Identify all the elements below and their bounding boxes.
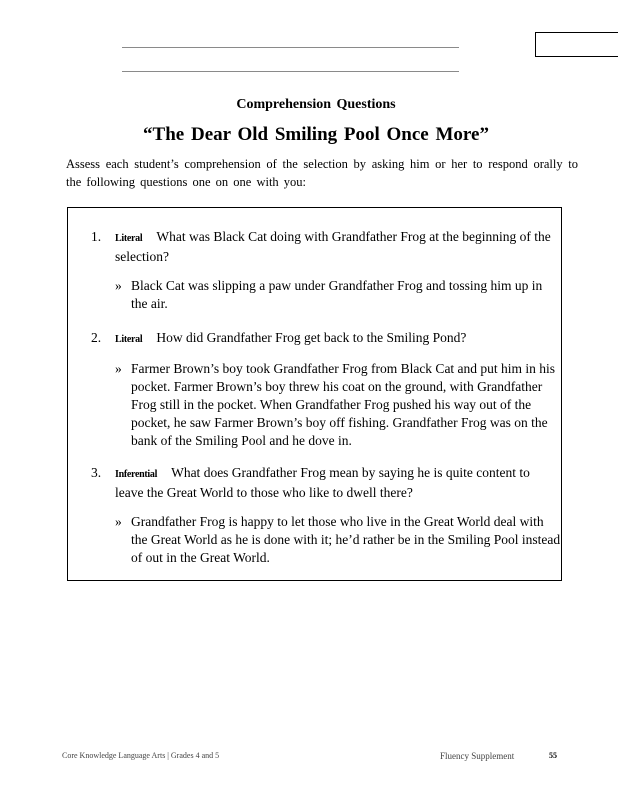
question-text: What was Black Cat doing with Grandfather Frog at the beginning of the selection? [115, 229, 551, 264]
selection-title: “The Dear Old Smiling Pool Once More” [143, 124, 489, 145]
answer-marker-icon: » [115, 278, 122, 293]
answer [115, 360, 561, 450]
question-item [91, 329, 556, 450]
question-label: Literal [115, 334, 143, 345]
question-text-block [115, 329, 551, 349]
page-number: 55 [549, 751, 557, 760]
corner-box [535, 32, 618, 57]
question-box [67, 207, 562, 581]
answer-text: Farmer Brown’s boy took Grandfather Frog from Black Cat and put him in his pocket. Farmer Brown’s boy threw his coat on the ground, with Grandfather Frog still in the pocket. When Grandfather Frog pushed his way out of the pocket, he saw Farmer Brown’s boy off fishing. Grandfather Frog was on the bank of the Smiling Pool and he dove in. [131, 361, 556, 448]
answer-marker-icon: » [115, 361, 122, 376]
instructions: Assess each student’s comprehension of the selection by asking him or her to respond orally to the following questions one on one with you: [66, 157, 578, 189]
question-number: 3. [91, 465, 102, 480]
question-label: Inferential [115, 469, 158, 480]
section-heading: Comprehension Questions [236, 97, 396, 112]
question-number: 1. [91, 229, 102, 244]
question-label: Literal [115, 233, 143, 244]
footer-center: Fluency Supplement [440, 751, 515, 761]
answer [115, 277, 561, 313]
question-number: 2. [91, 330, 102, 345]
date-line [122, 71, 459, 72]
footer-left: Core Knowledge Language Arts | Grades 4 and 5 [62, 751, 220, 760]
answer-text: Grandfather Frog is happy to let those who live in the Great World deal with the Great World as he is done with it; he’d rather be in the Smiling Pool instead of out in the Great World. [131, 514, 561, 565]
question-item [91, 228, 551, 313]
question-text: What does Grandfather Frog mean by saying he is quite content to leave the Great World to those who like to dwell there? [115, 465, 530, 500]
name-line [122, 47, 459, 48]
question-text-block [115, 464, 551, 502]
question-text: How did Grandfather Frog get back to the Smiling Pond? [156, 330, 467, 345]
answer-text: Black Cat was slipping a paw under Grandfather Frog and tossing him up in the air. [131, 278, 543, 311]
question-item [91, 464, 561, 567]
answer-marker-icon: » [115, 514, 122, 529]
question-text-block [115, 228, 551, 266]
answer [115, 513, 561, 567]
